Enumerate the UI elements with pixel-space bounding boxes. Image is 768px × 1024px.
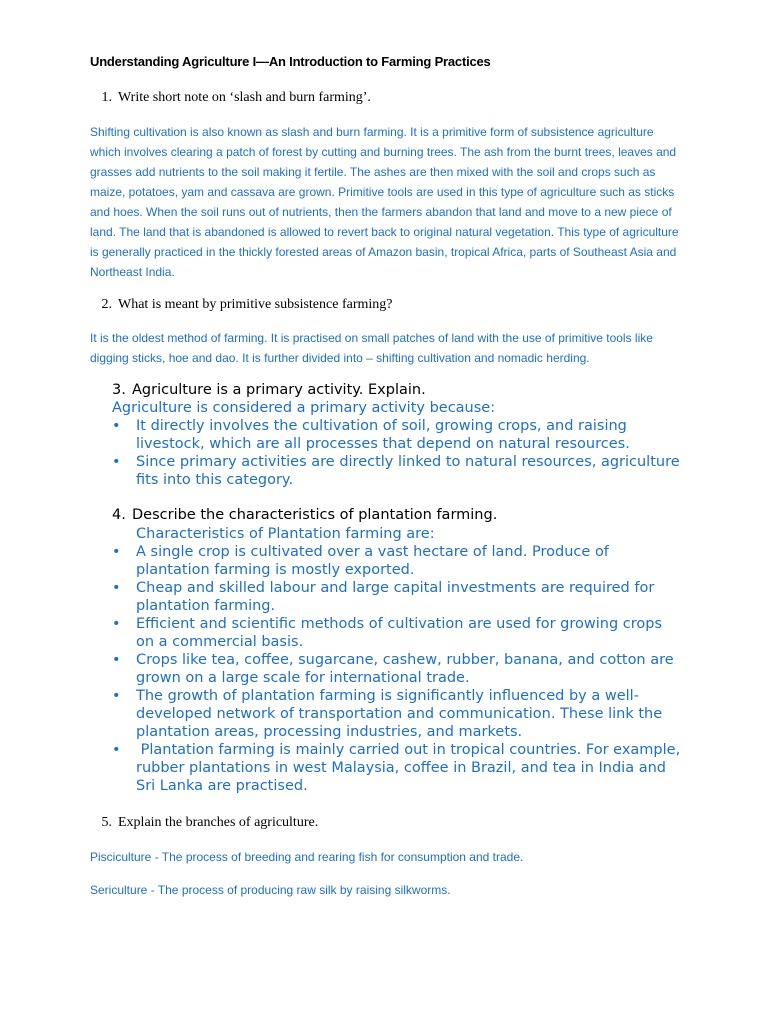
question-2: [90, 297, 392, 313]
bullet-icon: •: [112, 580, 121, 596]
answer-3-list: [112, 417, 682, 489]
question-4-text: Describe the characteristics of plantation farming.: [132, 507, 498, 523]
bullet-icon: •: [112, 454, 121, 470]
list-item: • The growth of plantation farming is significantly influenced by a well-developed network of transportation and communication. These link the plantation areas, processing industries, and markets.: [112, 688, 663, 740]
question-5: [90, 815, 318, 831]
answer-2: It is the oldest method of farming. It is practised on small patches of land with the use of primitive tools like digging sticks, hoe and dao. It is further divided into – shifting cultivation and nomadic herding.: [90, 331, 653, 365]
bullet-icon: •: [112, 688, 121, 704]
list-item: • Crops like tea, coffee, sugarcane, cashew, rubber, banana, and cotton are grown on a large scale for international trade.: [112, 652, 674, 686]
answer-5-sericulture: Sericulture - The process of producing raw silk by raising silkworms.: [90, 883, 451, 897]
list-item: • It directly involves the cultivation of soil, growing crops, and raising livestock, which are all processes that depend on natural resources.: [112, 418, 630, 452]
document-title: Understanding Agriculture I—An Introduction to Farming Practices: [90, 54, 491, 69]
list-item: • Since primary activities are directly linked to natural resources, agriculture fits into this category.: [112, 454, 680, 488]
answer-3-intro: Agriculture is considered a primary activity because:: [112, 400, 496, 416]
bullet-icon: •: [112, 544, 121, 560]
question-3-text: Agriculture is a primary activity. Explain.: [132, 382, 426, 398]
question-5-number: 5.: [101, 815, 112, 830]
question-1: [90, 90, 371, 106]
question-4: [112, 507, 497, 523]
bullet-icon: •: [112, 616, 121, 632]
answer-4-intro: Characteristics of Plantation farming are:: [136, 526, 435, 542]
bullet-icon: •: [112, 652, 121, 668]
list-item: • Plantation farming is mainly carried out in tropical countries. For example, rubber plantations in west Malaysia, coffee in Brazil, and tea in India and Sri Lanka are practised.: [112, 742, 685, 794]
question-2-text: What is meant by primitive subsistence farming?: [118, 297, 393, 312]
question-3: [112, 382, 426, 398]
list-item: • A single crop is cultivated over a vast hectare of land. Produce of plantation farming is mostly exported.: [112, 544, 609, 578]
question-5-text: Explain the branches of agriculture.: [118, 815, 319, 830]
question-1-text: Write short note on ‘slash and burn farming’.: [118, 90, 371, 105]
list-item: • Cheap and skilled labour and large capital investments are required for plantation farming.: [112, 580, 655, 614]
question-4-number: 4.: [112, 507, 126, 523]
bullet-icon: •: [112, 418, 121, 434]
list-item: • Efficient and scientific methods of cultivation are used for growing crops on a commercial basis.: [112, 616, 663, 650]
answer-4-list: [112, 543, 685, 795]
answer-5-pisciculture: Pisciculture - The process of breeding and rearing fish for consumption and trade.: [90, 850, 524, 864]
bullet-icon: •: [112, 742, 121, 758]
question-3-number: 3.: [112, 382, 126, 398]
question-1-number: 1.: [101, 90, 112, 105]
question-2-number: 2.: [101, 297, 112, 312]
answer-1: Shifting cultivation is also known as slash and burn farming. It is a primitive form of subsistence agriculture which involves clearing a patch of forest by cutting and burning trees. The ash from the burnt trees, leaves and grasses add nutrients to the soil making it fertile. The ashes are then mixed with the soil and crops such as maize, potatoes, yam and cassava are grown. Primitive tools are used in this type of agriculture such as sticks and hoes. When the soil runs out of nutrients, then the farmers abandon that land and move to a new piece of land. The land that is abandoned is allowed to revert back to original natural vegetation. This type of agriculture is generally practiced in the thickly forested areas of Amazon basin, tropical Africa, parts of Southeast Asia and Northeast India.: [90, 125, 679, 279]
